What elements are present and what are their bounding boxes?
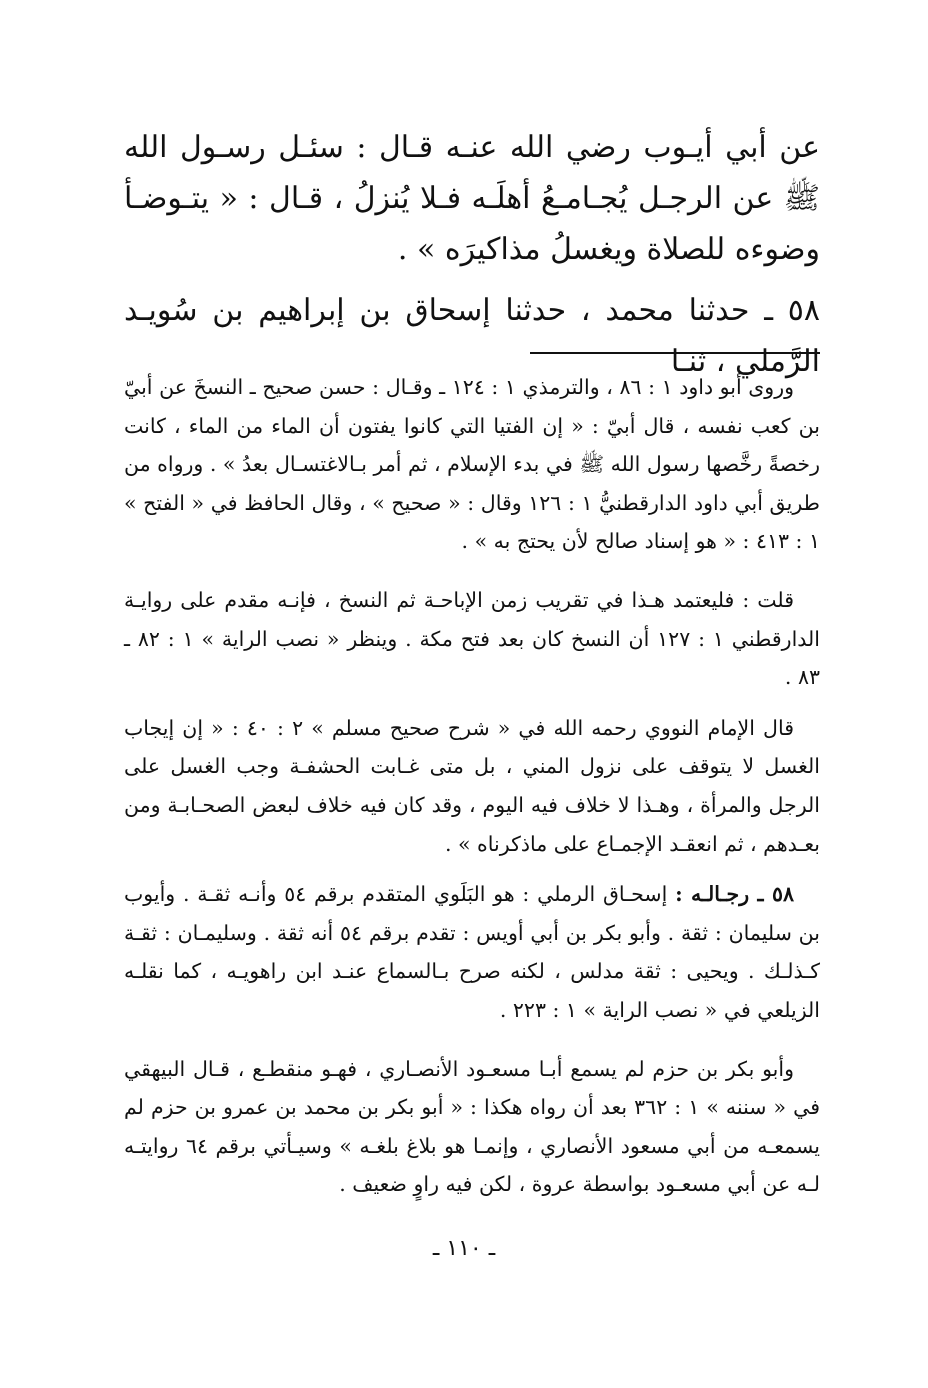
footnote-paragraph-4 [124,875,820,1029]
footnote-paragraph-5: وأبو بكر بن حزم لم يسمع أبـا مسعـود الأنصـاري ، فهـو منقطـع ، قـال البيهقي في « سننه » ١ : ٣٦٢ بعد أن رواه هكذا : « أبو بكر بن محمد بن عمرو بن حزم لم يسمعـه من أبي مسعود الأنصاري ، وإنمـا هو بلاغ بلغـه » وسيـأتي برقم ٦٤ روايتـه لـه عن أبي مسعـود بواسطة عروة ، لكن فيه راوٍ ضعيف . [124,1056,821,1197]
hadith-chain-paragraph: ٥٨ ـ حدثنا محمد ، حدثنا إسحاق بن إبراهيم بن سُويـد الرَّملي ، ثنـا [124,293,820,379]
page-number: ـ ١١٠ ـ [432,1236,496,1261]
main-text-block [124,122,820,387]
footnote-divider [530,352,820,354]
hadith-text-paragraph: عن أبي أيـوب رضي الله عنـه قـال : سئـل رسـول الله ﷺ عن الرجـل يُجـامـعُ أهلَـه فـلا يُنزلُ ، قـال : « يتـوضـأ وضوءه للصلاة ويغسلُ مذاكيرَه » . [124,130,820,267]
narrators-text: إسحـاق الرملي : هو البَلَوي المتقدم برقم ٥٤ وأنـه ثقـة . وأيوب بن سليمان : ثقة . وأبو بكر بن أبي أويس : تقدم برقم ٥٤ أنه ثقة . وسليمـان : ثقـة كـذلـك . ويحيى : ثقة مدلس ، لكنه صرح بـالسماع عنـد ابن راهويـه ، كما نقلـه الزيلعي في « نصب الراية » ١ : ٢٢٣ . [124,882,820,1022]
footnote-paragraph-2: قلت : فليعتمد هـذا في تقريب زمن الإباحـة ثم النسخ ، فإنـه مقدم على روايـة الدارقطني ١ : ١٢٧ أن النسخ كان بعد فتح مكة . وينظر « نصب الراية » ١ : ٨٢ ـ ٨٣ . [124,587,820,690]
footnote-paragraph-1: وروى أبو داود ١ : ٨٦ ، والترمذي ١ : ١٢٤ ـ وقـال : حسن صحيح ـ النسخَ عن أبيّ بن كعب نفسه ، قال أبيّ : « إن الفتيا التي كانوا يفتون أن الماء من الماء ، كانت رخصةً رخَّصها رسول الله ﷺ في بدء الإسلام ، ثم أمر بـالاغتسـال بعدُ » . ورواه من طريق أبي داود الدارقطنيُّ ١ : ١٢٦ وقال : « صحيح » ، وقال الحافظ في « الفتح » ١ : ٤١٣ : « هو إسناد صالح لأن يحتج به » . [124,375,820,554]
footnotes-block [124,368,820,1204]
narrators-heading: ٥٨ ـ رجـالـه : [675,882,794,907]
footnote-paragraph-3: قال الإمام النووي رحمه الله في « شرح صحيح مسلم » ٢ : ٤٠ : « إن إيجاب الغسل لا يتوقف على نزول المني ، بل متى غـابت الحشفـة وجب الغسل على الرجل والمرأة ، وهـذا لا خلاف فيه اليوم ، وقد كان فيه خلاف لبعض الصحـابـة ومن بعـدهم ، ثم انعقـد الإجمـاع على ماذكرناه » . [124,715,820,856]
